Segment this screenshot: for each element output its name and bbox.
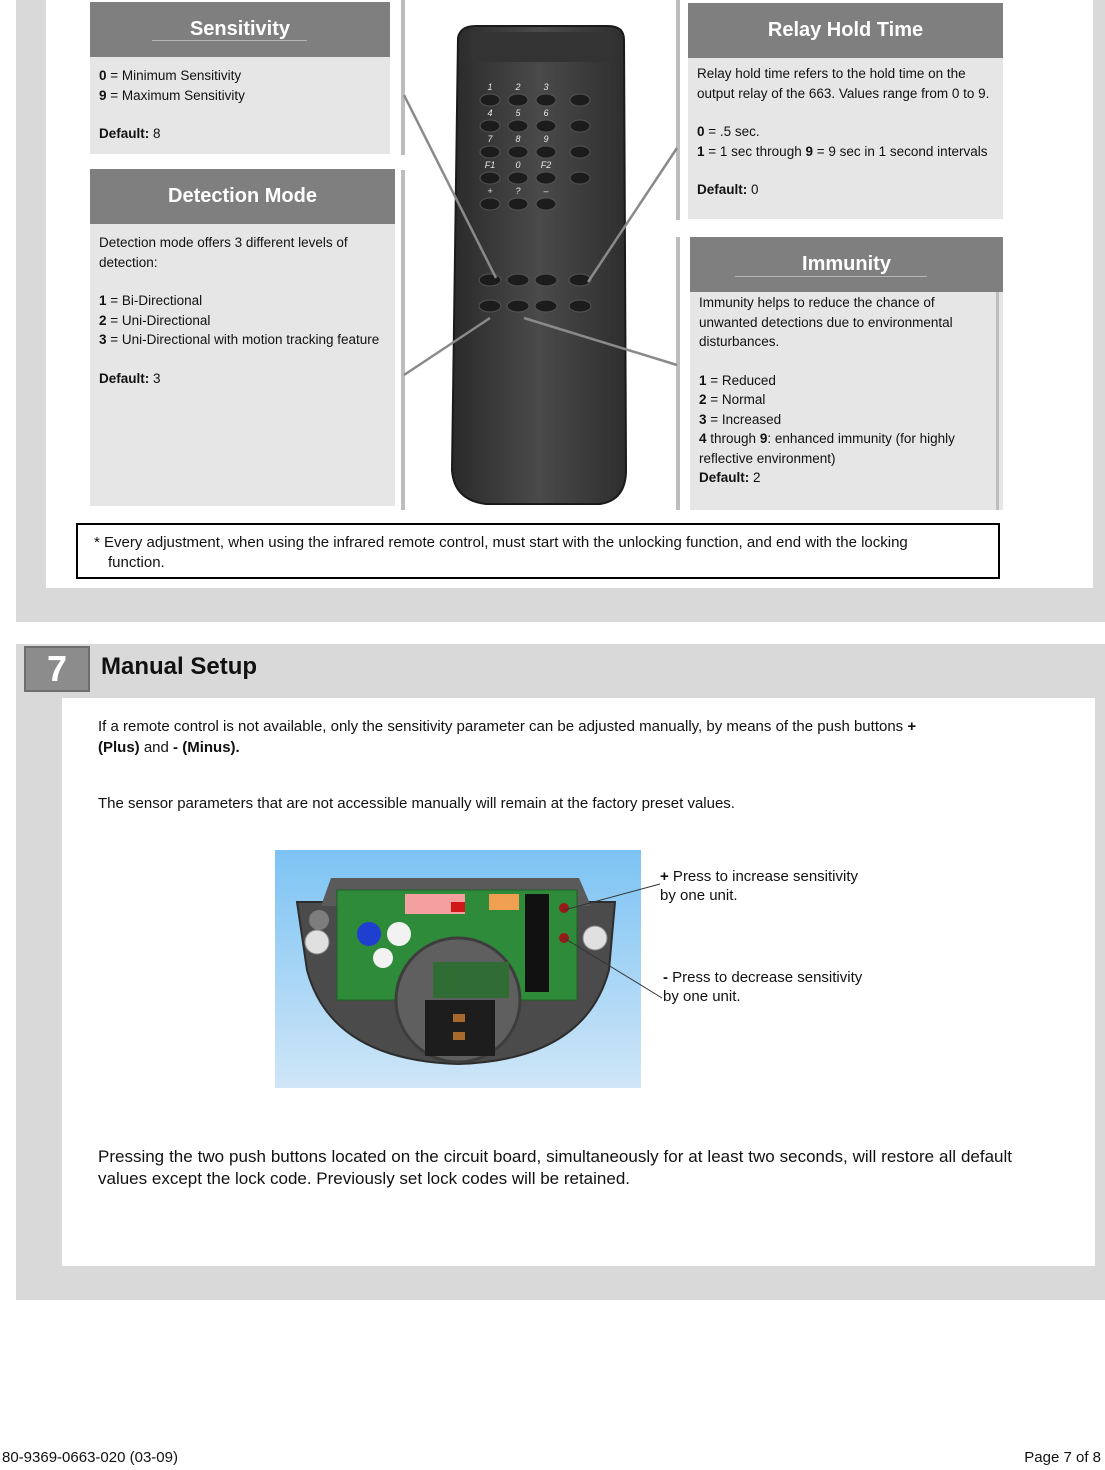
immunity-option-4-9 — [699, 429, 963, 468]
section-number-badge — [24, 646, 90, 692]
remote-control-illustration — [400, 0, 690, 512]
value-key: 9 — [805, 143, 813, 159]
value-key: 4 — [699, 431, 707, 446]
detection-option-2 — [99, 311, 389, 331]
sensitivity-header — [90, 2, 390, 57]
remote-key-label: 7 — [487, 134, 493, 144]
callout-text: Press to increase sensitivity by one unit. — [660, 868, 859, 904]
detection-mode-box — [90, 169, 395, 506]
value-key: 1 — [99, 293, 107, 308]
remote-key-label: 4 — [487, 108, 493, 118]
remote-key-label: + — [487, 186, 493, 196]
sensitivity-body — [99, 66, 384, 144]
remote-function-key — [570, 120, 590, 132]
remote-function-key — [570, 172, 590, 184]
remote-ir-window — [470, 32, 614, 62]
remote-setting-key — [569, 274, 591, 286]
relay-hold-time-title: Relay Hold Time — [767, 18, 924, 41]
detection-mode-header — [90, 169, 395, 224]
default-label: Default: — [697, 182, 748, 197]
remote-setting-key — [479, 300, 501, 312]
immunity-option-1 — [699, 371, 963, 391]
remote-key — [536, 94, 556, 106]
header-rule — [735, 276, 927, 277]
immunity-option-3 — [699, 410, 963, 430]
remote-key-label: 0 — [515, 160, 521, 170]
detection-intro: Detection mode offers 3 different levels of detection: — [99, 235, 348, 270]
value-text: = Increased — [706, 411, 782, 427]
remote-setting-key — [507, 274, 529, 286]
immunity-body — [699, 293, 963, 488]
document-number: 80-9369-0663-020 (03-09) — [2, 1449, 178, 1466]
capacitor-blue — [357, 922, 381, 946]
remote-key-label: 6 — [543, 108, 549, 118]
callout-line-plus — [564, 884, 660, 910]
value-text: = Uni-Directional with motion tracking feature — [106, 332, 380, 347]
value-key: 1 — [699, 372, 707, 388]
remote-key — [480, 94, 500, 106]
capacitor-white — [373, 948, 393, 968]
manual-setup-paragraph-3: Pressing the two push buttons located on the circuit board, simultaneously for at least two seconds, will restore all default values except the lock code. Previously set lock codes will be retained. — [98, 1147, 1012, 1188]
value-key: 2 — [99, 312, 107, 328]
default-value: 3 — [149, 370, 161, 386]
remote-key — [508, 172, 528, 184]
paragraph-text: and — [139, 739, 174, 756]
default-label: Default: — [699, 470, 750, 485]
sensitivity-box — [90, 2, 390, 154]
sensor-connector — [433, 962, 509, 998]
screw-left — [305, 930, 329, 954]
section-number: 7 — [46, 648, 68, 689]
remote-key — [508, 94, 528, 106]
remote-key-label: 8 — [515, 134, 521, 144]
sensitivity-title: Sensitivity — [189, 17, 291, 40]
callout-line-minus — [564, 938, 662, 998]
remote-key — [536, 198, 556, 210]
default-value: 2 — [749, 470, 761, 485]
relay-hold-time-box — [688, 3, 1003, 219]
value-text: = Normal — [706, 392, 766, 407]
remote-function-key — [570, 94, 590, 106]
remote-key — [508, 146, 528, 158]
remote-key — [480, 146, 500, 158]
remote-key — [480, 120, 500, 132]
remote-key — [480, 172, 500, 184]
value-text: = Bi-Directional — [106, 293, 203, 308]
remote-key — [536, 120, 556, 132]
paragraph-text: If a remote control is not available, only the sensitivity parameter can be adjusted manually, by means of the push buttons — [98, 718, 908, 735]
remote-key-label: 5 — [515, 108, 521, 118]
plus-label: + (Plus) — [98, 718, 917, 756]
value-key: 2 — [699, 392, 707, 407]
value-key: 3 — [699, 411, 707, 427]
remote-setting-key — [507, 300, 529, 312]
plus-symbol: + — [660, 868, 669, 885]
adjustment-note-text: * Every adjustment, when using the infrared remote control, must start with the unlocking function, and end with the locking function. — [94, 534, 908, 571]
immunity-default — [699, 468, 963, 488]
value-text: = Minimum Sensitivity — [106, 68, 242, 83]
value-key: 0 — [99, 68, 107, 83]
callout-lines — [560, 870, 670, 1000]
value-key: 3 — [99, 332, 107, 347]
remote-function-key — [570, 146, 590, 158]
value-text: = 9 sec in 1 second intervals — [812, 143, 988, 159]
callout-plus — [660, 867, 860, 905]
value-key: 0 — [697, 124, 705, 139]
default-label: Default: — [99, 126, 150, 141]
remote-key — [508, 120, 528, 132]
divider-bar — [996, 292, 999, 510]
manual-setup-paragraph-1 — [98, 716, 958, 758]
immunity-box — [690, 237, 1003, 510]
remote-key — [508, 198, 528, 210]
remote-key-label: 9 — [543, 134, 549, 144]
relay-hold-time-body — [697, 64, 993, 200]
sensor-socket — [425, 1000, 495, 1056]
value-text: : enhanced immunity (for highly reflective environment) — [699, 431, 955, 466]
remote-setting-key — [535, 274, 557, 286]
remote-key — [536, 146, 556, 158]
relay-hold-time-header — [688, 3, 1003, 58]
relay-option-1-9 — [697, 142, 993, 162]
sensitivity-line-min — [99, 66, 384, 86]
immunity-option-2 — [699, 390, 963, 410]
value-key: 9 — [759, 431, 768, 446]
value-text: through — [706, 431, 760, 446]
value-text: = Uni-Directional — [106, 312, 211, 328]
value-text: = 1 sec through — [704, 143, 806, 159]
manual-setup-paragraph-2: The sensor parameters that are not accessible manually will remain at the factory preset values. — [98, 795, 735, 812]
value-key: 1 — [697, 143, 705, 159]
socket-pin — [453, 1032, 465, 1040]
socket-pin — [453, 1014, 465, 1022]
sensitivity-line-max — [99, 86, 384, 106]
remote-key-label: 2 — [515, 82, 521, 92]
value-text: = Maximum Sensitivity — [106, 87, 245, 103]
immunity-header — [690, 237, 1003, 292]
remote-key-label: F2 — [540, 160, 552, 170]
remote-key-label: F1 — [484, 160, 496, 170]
remote-setting-key — [569, 300, 591, 312]
remote-key — [480, 198, 500, 210]
value-key: 9 — [99, 87, 107, 103]
detection-default — [99, 369, 389, 389]
relay-option-0 — [697, 122, 993, 142]
value-text: = Reduced — [706, 372, 776, 388]
page-number: Page 7 of 8 — [1024, 1449, 1101, 1466]
relay-intro: Relay hold time refers to the hold time on the output relay of the 663. Values range from 0 to 9. — [697, 66, 990, 101]
detection-mode-body — [99, 233, 389, 388]
housing-hole — [309, 910, 329, 930]
sensitivity-default — [99, 124, 384, 144]
remote-key-label: 3 — [543, 82, 549, 92]
detection-option-1 — [99, 291, 389, 311]
section-title: Manual Setup — [101, 653, 258, 680]
relay-default — [697, 180, 993, 200]
detection-option-3 — [99, 330, 389, 350]
default-value: 8 — [149, 126, 161, 141]
default-label: Default: — [99, 370, 150, 386]
header-rule — [152, 40, 307, 41]
capacitor-white — [387, 922, 411, 946]
led-red — [451, 902, 465, 912]
adjustment-note — [76, 523, 1000, 579]
minus-label: - (Minus). — [173, 739, 240, 756]
remote-key-label: – — [543, 186, 549, 196]
callout-minus — [663, 968, 863, 1006]
remote-setting-key — [479, 274, 501, 286]
remote-key — [536, 172, 556, 184]
detection-mode-title: Detection Mode — [168, 184, 317, 207]
remote-key-label: ? — [515, 186, 521, 196]
immunity-intro: Immunity helps to reduce the chance of unwanted detections due to environmental disturbances. — [699, 295, 953, 349]
minus-symbol: - — [663, 969, 668, 986]
component-orange — [489, 894, 519, 910]
callout-text: Press to decrease sensitivity by one unit. — [663, 969, 863, 1005]
default-value: 0 — [747, 182, 759, 197]
value-text: = .5 sec. — [704, 124, 760, 139]
immunity-title: Immunity — [802, 252, 891, 275]
remote-setting-key — [535, 300, 557, 312]
chip-black — [525, 894, 549, 992]
remote-key-label: 1 — [487, 82, 493, 92]
